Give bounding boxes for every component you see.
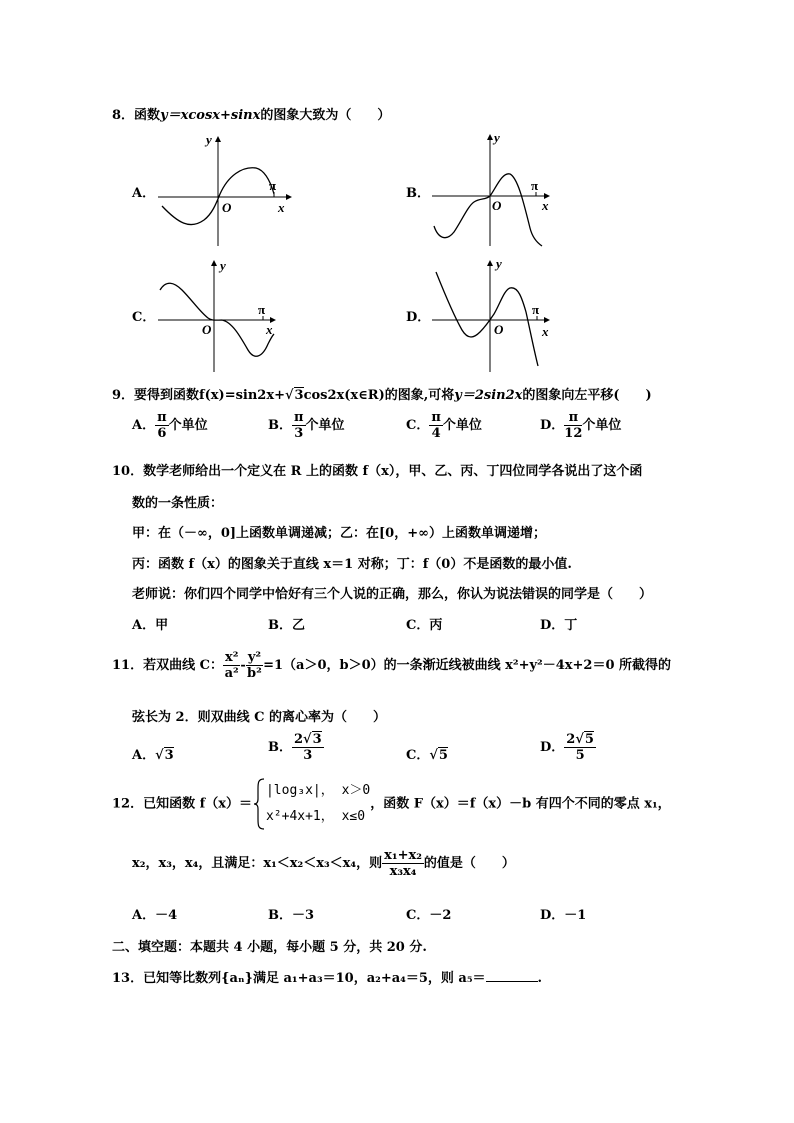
section-heading: 二、填空题：本题共 4 小题，每小题 5 分，共 20 分.: [112, 940, 427, 955]
q11-text-b: =1（a＞0，b＞0）的一条渐近线被曲线 x²+y²－4x+2＝0 所截得的: [263, 658, 672, 673]
q13-number: 13．: [112, 971, 144, 986]
option-label: A．: [132, 908, 156, 923]
x-axis-label: x: [266, 322, 273, 337]
q8-graph-c[interactable]: [150, 254, 300, 378]
q9-option-c[interactable]: [406, 410, 482, 441]
fraction: $\frac{\pi}{4}$: [431, 410, 441, 441]
option-text: －1: [564, 908, 587, 923]
q10-line1: [112, 460, 642, 479]
q9-formula: y＝2sin2x: [454, 388, 523, 403]
q13-stem: [112, 967, 542, 986]
q9-sqrt: 3: [294, 388, 304, 403]
q10-line3: 甲：在（－∞，0]上函数单调递减；乙：在[0，+∞）上函数单调递增；: [132, 526, 546, 541]
option-label: B．: [268, 618, 292, 633]
fraction: $\frac{\pi}{12}$: [564, 410, 583, 441]
q9-option-a[interactable]: [132, 410, 208, 441]
q10-option-d[interactable]: [540, 614, 577, 633]
q11-option-b[interactable]: [268, 732, 324, 763]
q9-option-b[interactable]: [268, 410, 345, 441]
q12-stem: [112, 777, 671, 831]
q12-option-c[interactable]: [406, 904, 451, 923]
q8-option-d-label[interactable]: D．: [406, 310, 431, 325]
option-label: D．: [540, 908, 565, 923]
option-text: 丙: [429, 618, 443, 633]
option-label: C．: [406, 908, 430, 923]
option-text: －4: [155, 908, 178, 923]
q12-text-a: 已知函数 f（x）＝: [143, 796, 252, 812]
x-axis-label: x: [278, 200, 285, 215]
option-label: B．: [268, 908, 292, 923]
q10-number: 10．: [112, 464, 144, 479]
option-unit: 个单位: [442, 418, 482, 433]
fraction: $\frac{\pi}{6}$: [157, 410, 167, 441]
origin-label: O: [222, 200, 232, 215]
q8-stem: [112, 104, 390, 123]
q12-text-b: ，函数 F（x）＝f（x）－b 有四个不同的零点 x₁，: [370, 796, 671, 812]
option-label: C．: [406, 418, 430, 433]
q10-line5: 老师说：你们四个同学中恰好有三个人说的正确，那么，你认为说法错误的同学是（ ）: [132, 587, 653, 602]
option-label: C．: [406, 618, 430, 633]
q12-option-d[interactable]: [540, 904, 586, 923]
q11-option-a[interactable]: A．√3: [132, 748, 174, 763]
fraction: $\frac{\pi}{3}$: [294, 410, 304, 441]
q12-line2: [132, 848, 515, 879]
q9-text-a: 要得到函数f(x)=sin2x+: [134, 388, 285, 403]
pi-label: π: [531, 178, 539, 193]
fraction-y2-b2: $\frac{\text{y²}}{\text{b²}}$: [247, 650, 262, 681]
option-label: B．: [268, 740, 292, 755]
q12-number: 12．: [112, 796, 144, 812]
q11-stem: [112, 650, 671, 681]
q8-option-b-label[interactable]: B．: [406, 186, 430, 201]
q8-number: 8．: [112, 108, 135, 123]
q8-text-a: 函数: [134, 108, 161, 123]
q9-number: 9．: [112, 388, 135, 403]
fraction-x1x2-x3x4: $\frac{\text{x₁+x₂}}{\text{x₃x₄}}$: [384, 848, 422, 879]
q11-number: 11．: [112, 658, 144, 673]
answer-blank[interactable]: [486, 981, 538, 982]
q9-text-c: 的图象向左平移( ): [522, 388, 652, 403]
pi-label: π: [258, 302, 266, 317]
option-label: D．: [540, 618, 565, 633]
q10-line2: 数的一条性质：: [132, 496, 224, 511]
option-unit: 个单位: [168, 418, 208, 433]
option-text: 甲: [155, 618, 169, 633]
q9-text-b: cos2x(x∈R)的图象,可将: [303, 388, 455, 403]
left-brace-icon: [252, 777, 266, 831]
q8-option-c-label[interactable]: C．: [132, 310, 156, 325]
fraction: $\frac{2√3}{3}$: [294, 732, 322, 763]
option-label: C．: [406, 748, 430, 763]
origin-label: O: [492, 198, 502, 213]
radicand: 3: [164, 748, 174, 763]
q9-stem: 9．要得到函数f(x)=sin2x+√3cos2x(x∈R)的图象,可将y＝2sin2x的图象向左平移( ): [112, 388, 652, 403]
option-unit: 个单位: [305, 418, 345, 433]
y-axis-label: y: [496, 256, 502, 271]
case-2: x²+4x+1， x≤0: [265, 809, 366, 824]
option-text: －2: [429, 908, 452, 923]
q11-text-a: 若双曲线 C：: [143, 658, 223, 673]
q10-option-a[interactable]: [132, 614, 168, 633]
y-axis-label: y: [220, 258, 226, 273]
q9-option-d[interactable]: [540, 410, 621, 441]
q12-option-b[interactable]: [268, 904, 314, 923]
q8-option-a-label[interactable]: A．: [132, 186, 156, 201]
q8-graph-a[interactable]: [150, 128, 300, 252]
q13-period: .: [537, 971, 543, 986]
option-unit: 个单位: [582, 418, 622, 433]
q11-option-d[interactable]: [540, 732, 596, 763]
radicand: 5: [438, 748, 448, 763]
x-axis-label: x: [542, 324, 549, 339]
q8-text-b: 的图象大致为（ ）: [260, 108, 391, 123]
pi-label: π: [269, 178, 277, 193]
q11-line2: 弦长为 2．则双曲线 C 的离心率为（ ）: [132, 710, 386, 725]
q8-graph-b[interactable]: [424, 128, 574, 252]
option-text: 乙: [292, 618, 306, 633]
option-text: 丁: [564, 618, 578, 633]
q8-formula: y＝xcosx+sinx: [160, 108, 261, 123]
pi-label: π: [532, 302, 540, 317]
option-label: A．: [132, 748, 156, 763]
option-text: －3: [292, 908, 315, 923]
q12-line2-text: x₂，x₃，x₄，且满足：x₁＜x₂＜x₃＜x₄，则: [132, 856, 383, 871]
q11-option-c[interactable]: C．√5: [406, 748, 448, 763]
option-label: A．: [132, 418, 156, 433]
q10-text: 数学老师给出一个定义在 R 上的函数 f（x），甲、乙、丙、丁四位同学各说出了这个函: [143, 464, 643, 479]
option-label: D．: [540, 418, 565, 433]
x-axis-label: x: [542, 198, 549, 213]
y-axis-label: y: [494, 130, 500, 145]
q13-text-a: 已知等比数列{aₙ}满足 a₁+a₃＝10，a₂+a₄＝5，则 a₅＝: [143, 971, 486, 986]
q12-option-a[interactable]: [132, 904, 177, 923]
fraction-x2-a2: $\frac{\text{x²}}{\text{a²}}$: [224, 650, 239, 681]
q8-graph-d[interactable]: [424, 254, 574, 378]
option-label: A．: [132, 618, 156, 633]
minus-sign: -: [240, 658, 246, 673]
q10-option-b[interactable]: [268, 614, 305, 633]
origin-label: O: [494, 322, 504, 337]
fraction: $\frac{2√5}{5}$: [566, 732, 594, 763]
option-label: B．: [268, 418, 292, 433]
y-axis-label: y: [206, 132, 212, 147]
piecewise-function: [252, 777, 370, 831]
q10-line4: 丙：函数 f（x）的图象关于直线 x＝1 对称；丁：f（0）不是函数的最小值.: [132, 557, 572, 572]
origin-label: O: [202, 322, 212, 337]
option-label: D．: [540, 740, 565, 755]
q12-line2-tail: 的值是（ ）: [423, 856, 515, 871]
q10-option-c[interactable]: [406, 614, 442, 633]
case-1: |log₃x|， x＞0: [265, 783, 371, 798]
